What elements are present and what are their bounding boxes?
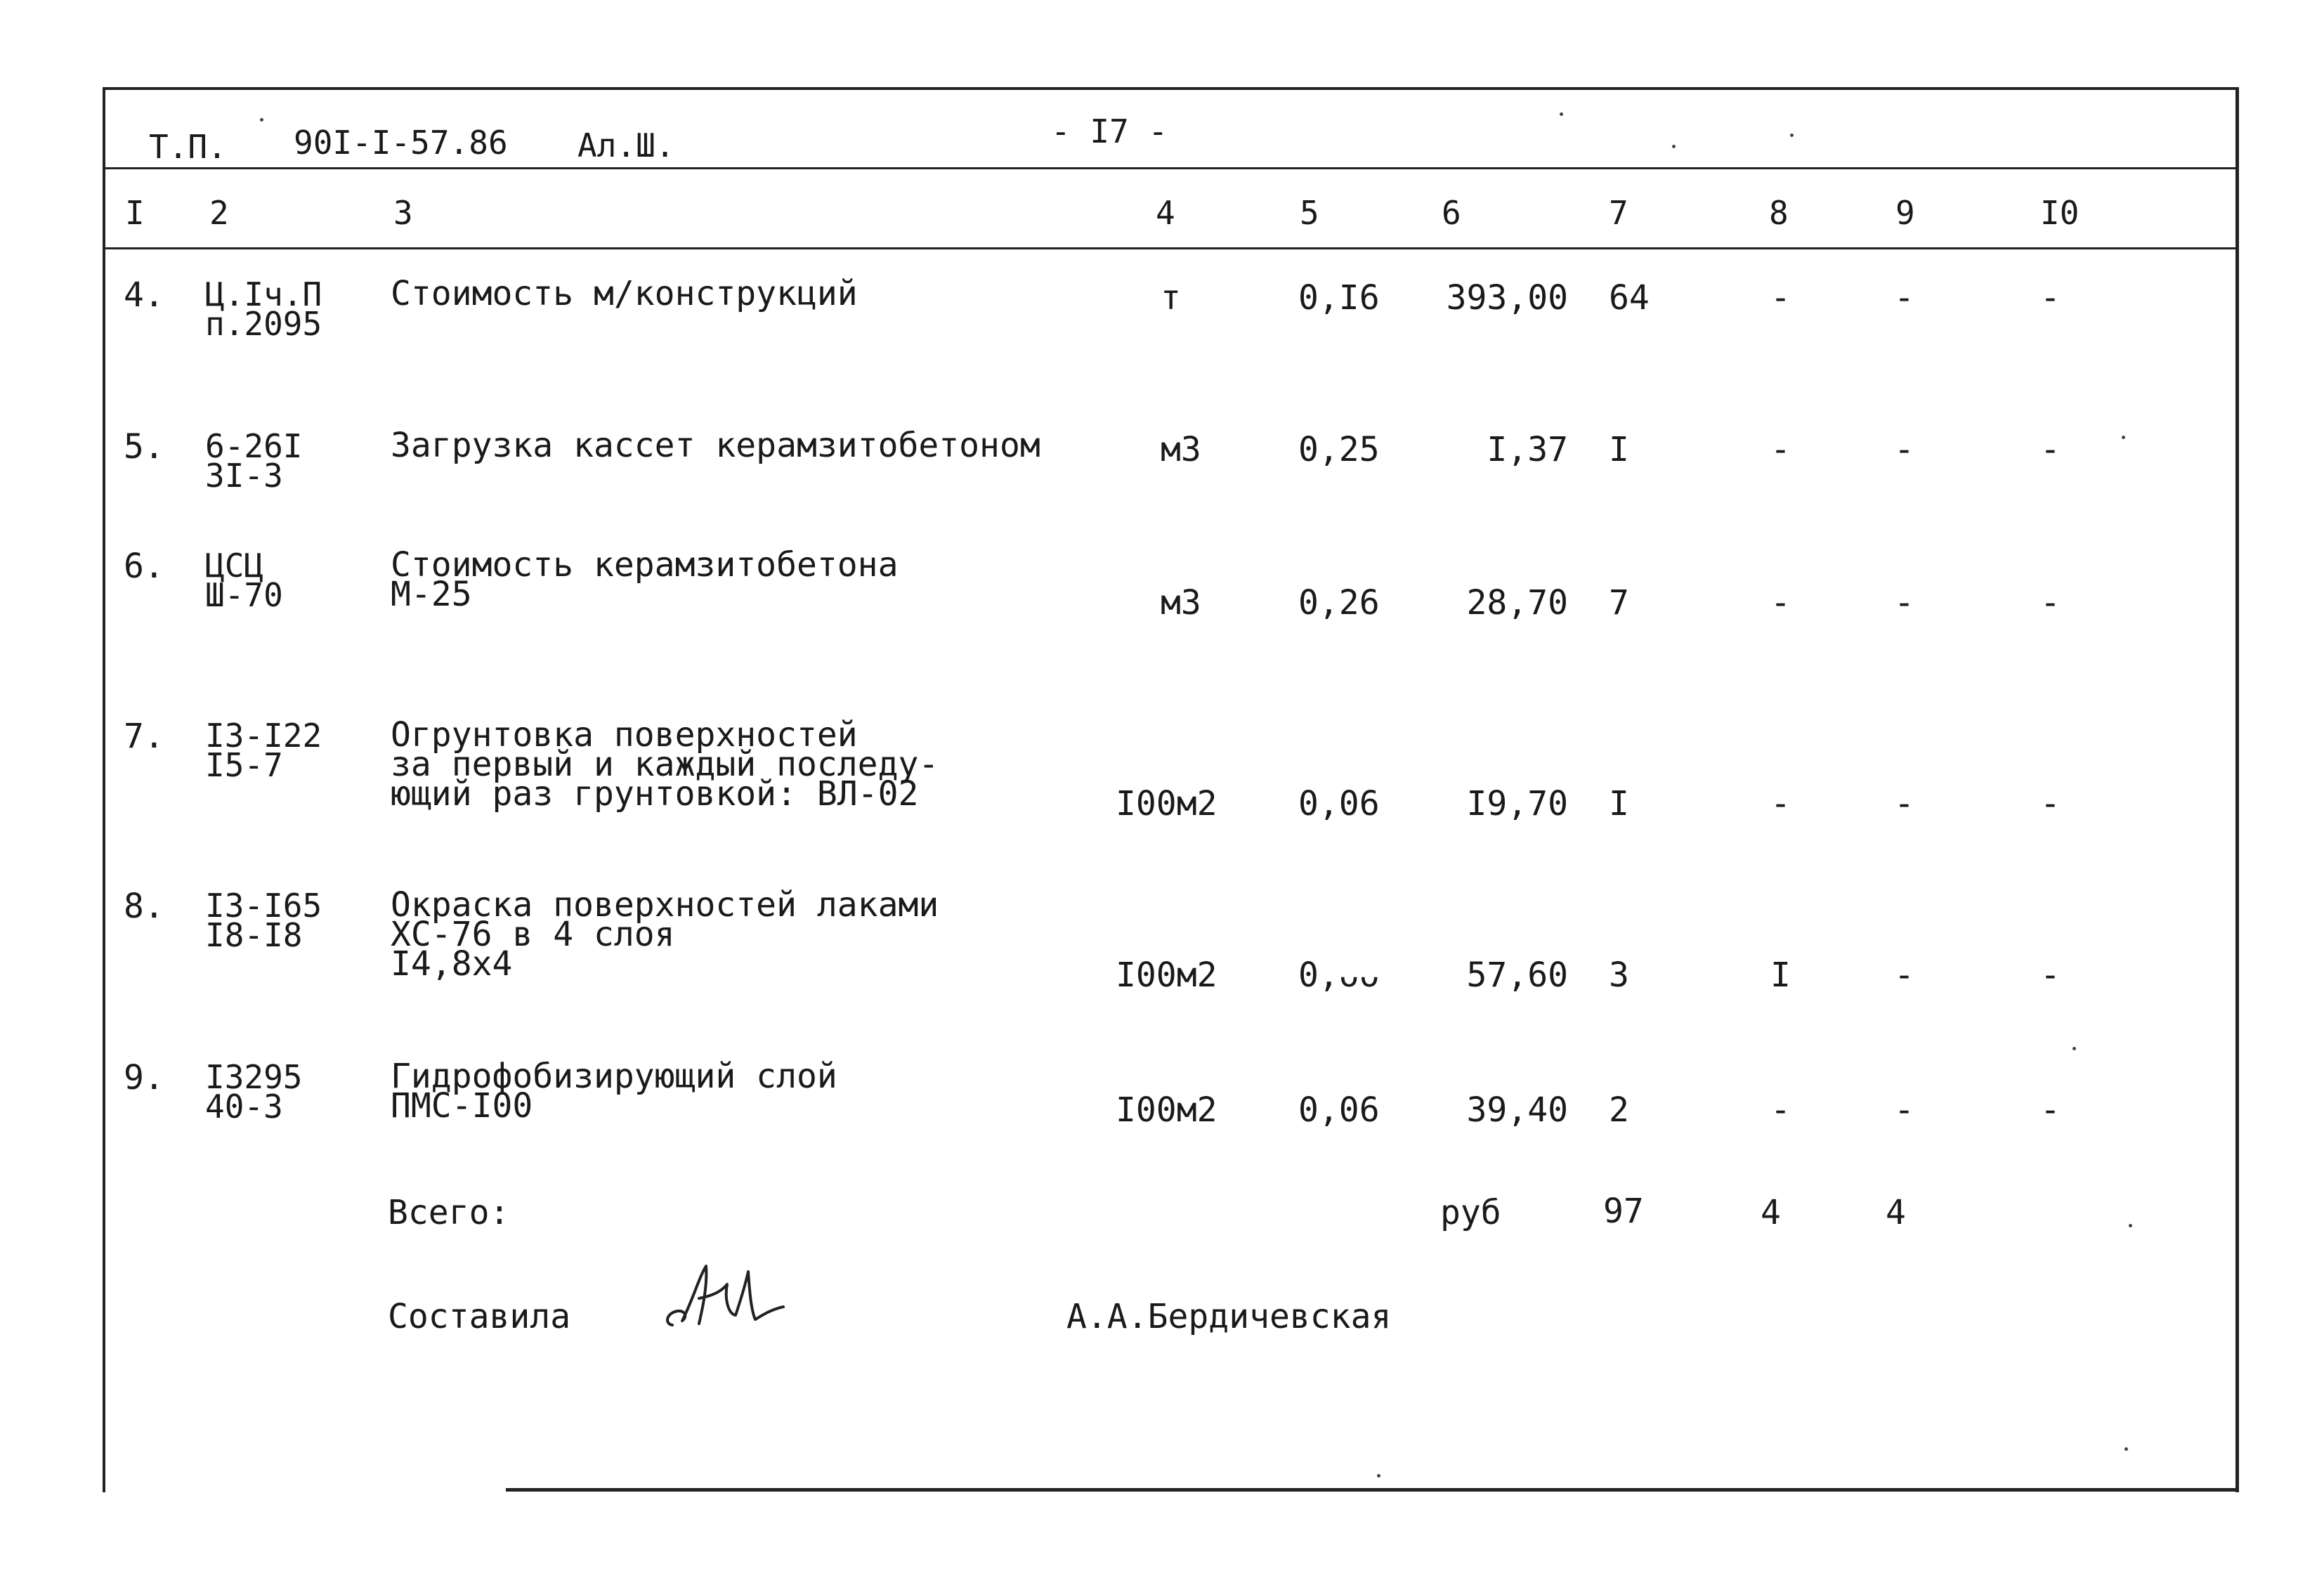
column-header-2: 2 (209, 194, 229, 232)
row-col7: 64 (1609, 278, 1650, 318)
row-quantity: 0,25 (1298, 430, 1380, 469)
row-code-line: I3-I65 (205, 887, 322, 925)
row-quantity: 0,06 (1298, 784, 1380, 823)
row-col7: 3 (1609, 956, 1629, 995)
row-description-line: за первый и каждый последу- (391, 745, 939, 784)
row-unit: т (1161, 278, 1181, 318)
row-quantity: 0,26 (1298, 583, 1380, 622)
row-description-line: М-25 (391, 575, 472, 614)
row-col9: - (1894, 430, 1914, 469)
row-code-line: 6-26I (205, 427, 303, 465)
row-unit-price: 393,00 (1446, 278, 1568, 318)
total-col8: 4 (1761, 1193, 1781, 1232)
signature-image (657, 1256, 797, 1334)
row-description-line: Загрузка кассет керамзитобетоном (391, 426, 1040, 465)
row-unit-price: 28,70 (1466, 583, 1568, 622)
scan-speck (1560, 112, 1563, 116)
row-description-line: Огрунтовка поверхностей (391, 715, 858, 755)
row-unit: м3 (1161, 583, 1201, 622)
row-col8: - (1770, 278, 1791, 318)
row-quantity: 0,06 (1298, 1090, 1380, 1130)
row-description-line: ПМС-I00 (391, 1086, 533, 1126)
row-number: 6. (124, 547, 164, 586)
total-label: Всего: (388, 1193, 510, 1232)
column-header-3: 3 (393, 194, 413, 232)
row-description-line: I4,8x4 (391, 944, 513, 984)
signoff-name: А.А.Бердичевская (1066, 1297, 1392, 1336)
scan-speck (1790, 133, 1794, 137)
row-number: 7. (124, 717, 164, 756)
scan-speck (2129, 1224, 2132, 1227)
row-number: 5. (124, 427, 164, 467)
scan-speck (260, 118, 263, 122)
row-col8: - (1770, 583, 1791, 622)
row-unit-price: I9,70 (1466, 784, 1568, 823)
row-col10: - (2040, 583, 2061, 622)
frame-bottom-line (506, 1488, 2236, 1492)
row-code-line: 3I-3 (205, 457, 283, 495)
row-col7: I (1609, 784, 1629, 823)
row-col10: - (2040, 1090, 2061, 1130)
row-number: 9. (124, 1058, 164, 1097)
row-unit-price: I,37 (1487, 430, 1568, 469)
row-col7: I (1609, 430, 1629, 469)
row-description-line: ющий раз грунтовкой: ВЛ-02 (391, 774, 919, 814)
row-col7: 7 (1609, 583, 1629, 622)
column-header-10: I0 (2040, 194, 2080, 232)
column-header-9: 9 (1895, 194, 1915, 232)
row-col10: - (2040, 430, 2061, 469)
scan-speck (2072, 1047, 2076, 1050)
header-separator (103, 167, 2235, 169)
row-description-line: Стоимость м/конструкций (391, 274, 858, 313)
row-col7: 2 (1609, 1090, 1629, 1130)
row-col8: - (1770, 784, 1791, 823)
row-col9: - (1894, 1090, 1914, 1130)
page-number: - I7 - (1051, 112, 1168, 150)
doc-code: 90I-I-57.86 (294, 124, 508, 162)
column-header-7: 7 (1609, 194, 1628, 232)
row-description-line: Стоимость керамзитобетона (391, 545, 899, 585)
row-col10: - (2040, 784, 2061, 823)
row-code-line: п.2095 (205, 305, 322, 343)
total-unit: руб (1440, 1193, 1501, 1232)
row-code-line: ЦСЦ (205, 547, 264, 585)
row-col9: - (1894, 583, 1914, 622)
row-unit: м3 (1161, 430, 1201, 469)
row-quantity: 0,ᴗᴗ (1298, 956, 1380, 995)
column-header-8: 8 (1769, 194, 1789, 232)
album-number: Ал.Ш. (577, 126, 675, 164)
row-code-line: 40-3 (205, 1088, 283, 1126)
row-col8: I (1770, 956, 1791, 995)
scan-speck (2124, 1447, 2128, 1451)
row-col8: - (1770, 430, 1791, 469)
scan-speck (2122, 436, 2125, 439)
signoff-label: Составила (388, 1297, 571, 1336)
row-col8: - (1770, 1090, 1791, 1130)
row-description-line: Окраска поверхностей лаками (391, 885, 939, 925)
row-col9: - (1894, 278, 1914, 318)
row-code-line: I3295 (205, 1058, 303, 1096)
row-unit: I00м2 (1116, 956, 1218, 995)
scan-speck (1672, 145, 1676, 148)
column-header-6: 6 (1442, 194, 1461, 232)
row-col10: - (2040, 278, 2061, 318)
scan-speck (1377, 1474, 1380, 1478)
row-unit-price: 39,40 (1466, 1090, 1568, 1130)
row-code-line: Ш-70 (205, 576, 283, 614)
row-col9: - (1894, 956, 1914, 995)
row-col10: - (2040, 956, 2061, 995)
column-header-separator (103, 247, 2235, 249)
row-number: 4. (124, 275, 164, 315)
column-header-5: 5 (1300, 194, 1319, 232)
row-description-line: Гидрофобизирующий слой (391, 1057, 837, 1096)
row-col9: - (1894, 784, 1914, 823)
row-number: 8. (124, 887, 164, 926)
row-code-line: I8-I8 (205, 916, 303, 954)
row-code-line: I3-I22 (205, 717, 322, 755)
total-col9: 4 (1886, 1193, 1906, 1232)
row-code-line: I5-7 (205, 746, 283, 784)
total-col7: 97 (1603, 1192, 1644, 1231)
column-header-1: I (125, 194, 145, 232)
row-code-line: Ц.Iч.П (205, 275, 322, 313)
row-unit: I00м2 (1116, 784, 1218, 823)
column-header-4: 4 (1156, 194, 1175, 232)
row-description-line: ХС-76 в 4 слоя (391, 915, 675, 954)
row-unit: I00м2 (1116, 1090, 1218, 1130)
row-unit-price: 57,60 (1466, 956, 1568, 995)
row-quantity: 0,I6 (1298, 278, 1380, 318)
doc-type: Т.П. (149, 128, 227, 166)
